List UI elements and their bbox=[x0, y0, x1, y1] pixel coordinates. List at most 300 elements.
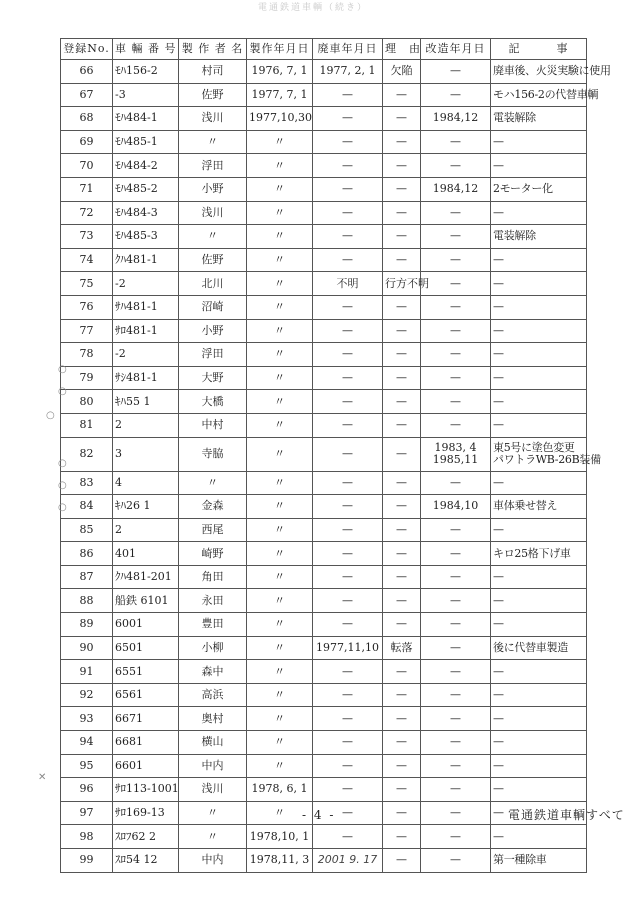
cell-reason: — bbox=[383, 248, 421, 272]
cell-note: — bbox=[491, 154, 587, 178]
cell-reason: 転落 bbox=[383, 636, 421, 660]
header-col-modified-date: 改造年月日 bbox=[421, 39, 491, 60]
cell-retired: — bbox=[313, 565, 383, 589]
header-col-reason: 理 由 bbox=[383, 39, 421, 60]
table-row bbox=[61, 343, 587, 367]
cell-car: ｻﾛ169-13 bbox=[113, 801, 179, 825]
cell-note: — bbox=[491, 778, 587, 802]
faint-header-text: 電通鉄道車輌（続き） bbox=[258, 3, 369, 13]
cell-reason: — bbox=[383, 707, 421, 731]
cell-maker: 浅川 bbox=[179, 107, 247, 131]
table-row bbox=[61, 154, 587, 178]
cell-maker: 高浜 bbox=[179, 683, 247, 707]
cell-line: 1985,11 bbox=[432, 453, 479, 466]
cell-no: 84 bbox=[61, 495, 113, 519]
cell-maker: 佐野 bbox=[179, 83, 247, 107]
table-row bbox=[61, 731, 587, 755]
cell-built: 〃 bbox=[247, 471, 313, 495]
cell-built: 1977,10,30 bbox=[247, 107, 313, 131]
header-col-no: 登録No. bbox=[61, 39, 113, 60]
cell-no: 79 bbox=[61, 366, 113, 390]
cell-retired: — bbox=[313, 778, 383, 802]
margin-circle-mark: ○ bbox=[58, 480, 67, 491]
cell-maker: 村司 bbox=[179, 60, 247, 84]
cell-modified: — bbox=[421, 589, 491, 613]
cell-note: — bbox=[491, 413, 587, 437]
table-row bbox=[61, 201, 587, 225]
cell-retired: — bbox=[313, 130, 383, 154]
cell-built: 〃 bbox=[247, 295, 313, 319]
cell-no: 92 bbox=[61, 683, 113, 707]
cell-modified: — bbox=[421, 343, 491, 367]
cell-modified: — bbox=[421, 295, 491, 319]
table-row bbox=[61, 660, 587, 684]
cell-car: 2 bbox=[113, 413, 179, 437]
cell-note: — bbox=[491, 754, 587, 778]
cell-car: 401 bbox=[113, 542, 179, 566]
table-row bbox=[61, 849, 587, 873]
cell-built: 〃 bbox=[247, 201, 313, 225]
table-row bbox=[61, 272, 587, 296]
cell-built: 〃 bbox=[247, 413, 313, 437]
cell-reason: — bbox=[383, 660, 421, 684]
cell-reason: — bbox=[383, 565, 421, 589]
cell-reason: 欠陥 bbox=[383, 60, 421, 84]
cell-note: 車体乗せ替え bbox=[491, 495, 587, 519]
table-row bbox=[61, 295, 587, 319]
cell-retired: — bbox=[313, 683, 383, 707]
cell-note: キロ25格下げ車 bbox=[491, 542, 587, 566]
cell-no: 71 bbox=[61, 177, 113, 201]
table-row bbox=[61, 825, 587, 849]
cell-reason: — bbox=[383, 177, 421, 201]
cell-retired: — bbox=[313, 825, 383, 849]
cell-car: ﾓﾊ484-3 bbox=[113, 201, 179, 225]
cell-note: モハ156-2の代替車輌 bbox=[491, 83, 587, 107]
cell-built: 〃 bbox=[247, 272, 313, 296]
cell-reason: 行方不明 bbox=[383, 272, 421, 296]
cell-modified: — bbox=[421, 154, 491, 178]
cell-note: — bbox=[491, 825, 587, 849]
cell-reason: — bbox=[383, 390, 421, 414]
cell-modified: — bbox=[421, 754, 491, 778]
cell-car: 6681 bbox=[113, 731, 179, 755]
cell-built: 〃 bbox=[247, 343, 313, 367]
cell-note: — bbox=[491, 201, 587, 225]
cell-car: 6601 bbox=[113, 754, 179, 778]
cell-note: — bbox=[491, 130, 587, 154]
cell-built: 〃 bbox=[247, 754, 313, 778]
cell-no: 99 bbox=[61, 849, 113, 873]
cell-note: — bbox=[491, 366, 587, 390]
cell-note: 廃車後、火災実験に使用 bbox=[491, 60, 587, 84]
cell-car: ｻﾛ481-1 bbox=[113, 319, 179, 343]
cell-line: パワトラWB-26B装備 bbox=[493, 453, 601, 466]
cell-note: 電装解除 bbox=[491, 225, 587, 249]
cell-retired: — bbox=[313, 413, 383, 437]
cell-line: 1983, 4 bbox=[434, 440, 477, 454]
cell-modified: — bbox=[421, 613, 491, 637]
cell-no: 67 bbox=[61, 83, 113, 107]
cell-retired: — bbox=[313, 660, 383, 684]
cell-modified: — bbox=[421, 565, 491, 589]
cell-reason: — bbox=[383, 295, 421, 319]
table-row bbox=[61, 636, 587, 660]
cell-note: 第一種除車 bbox=[491, 849, 587, 873]
cell-modified: — bbox=[421, 683, 491, 707]
margin-circle-mark: ○ bbox=[58, 502, 67, 513]
table-row bbox=[61, 778, 587, 802]
table-row bbox=[61, 683, 587, 707]
cell-reason: — bbox=[383, 319, 421, 343]
cell-modified: 1984,10 bbox=[421, 495, 491, 519]
cell-car: ﾓﾊ485-3 bbox=[113, 225, 179, 249]
cell-reason: — bbox=[383, 754, 421, 778]
cell-reason: — bbox=[383, 731, 421, 755]
cell-car: ﾓﾊ484-2 bbox=[113, 154, 179, 178]
cell-retired: — bbox=[313, 613, 383, 637]
cell-built: 〃 bbox=[247, 660, 313, 684]
cell-note: — bbox=[491, 248, 587, 272]
cell-modified: — bbox=[421, 413, 491, 437]
cell-line: 東5号に塗色変更 bbox=[493, 440, 575, 454]
cell-retired: — bbox=[313, 295, 383, 319]
cell-built: 〃 bbox=[247, 437, 313, 471]
cell-built: 〃 bbox=[247, 613, 313, 637]
cell-built: 〃 bbox=[247, 542, 313, 566]
cell-built: 〃 bbox=[247, 801, 313, 825]
cell-maker: 横山 bbox=[179, 731, 247, 755]
cell-car: 6671 bbox=[113, 707, 179, 731]
cell-no: 95 bbox=[61, 754, 113, 778]
cell-note: — bbox=[491, 343, 587, 367]
cell-car: -3 bbox=[113, 83, 179, 107]
cell-modified: — bbox=[421, 130, 491, 154]
cell-maker: 浮田 bbox=[179, 343, 247, 367]
cell-note: — bbox=[491, 471, 587, 495]
cell-car: 6501 bbox=[113, 636, 179, 660]
cell-no: 97 bbox=[61, 801, 113, 825]
cell-maker: 〃 bbox=[179, 801, 247, 825]
cell-car: 6551 bbox=[113, 660, 179, 684]
cell-reason: — bbox=[383, 613, 421, 637]
cell-retired: — bbox=[313, 319, 383, 343]
cell-retired: — bbox=[313, 437, 383, 471]
cell-reason: — bbox=[383, 413, 421, 437]
cell-reason: — bbox=[383, 778, 421, 802]
cell-reason: — bbox=[383, 130, 421, 154]
cell-modified: — bbox=[421, 60, 491, 84]
cell-maker: 浅川 bbox=[179, 201, 247, 225]
cell-retired: — bbox=[313, 707, 383, 731]
cell-modified: 1984,12 bbox=[421, 107, 491, 131]
cell-maker: 佐野 bbox=[179, 248, 247, 272]
cell-modified: — bbox=[421, 731, 491, 755]
cell-maker: 崎野 bbox=[179, 542, 247, 566]
cell-note: 2モーター化 bbox=[491, 177, 587, 201]
cell-retired: — bbox=[313, 177, 383, 201]
table-row bbox=[61, 319, 587, 343]
cell-built: 〃 bbox=[247, 225, 313, 249]
cell-built: 1978, 6, 1 bbox=[247, 778, 313, 802]
cell-maker: 金森 bbox=[179, 495, 247, 519]
cell-no: 93 bbox=[61, 707, 113, 731]
cell-no: 83 bbox=[61, 471, 113, 495]
table-body bbox=[61, 60, 611, 873]
cell-car: 3 bbox=[113, 437, 179, 471]
cell-maker: 沼崎 bbox=[179, 295, 247, 319]
margin-circle-mark: ○ bbox=[58, 364, 67, 375]
cell-no: 66 bbox=[61, 60, 113, 84]
cell-retired: — bbox=[313, 731, 383, 755]
cell-no: 98 bbox=[61, 825, 113, 849]
cell-built: 1976, 7, 1 bbox=[247, 60, 313, 84]
cell-reason: — bbox=[383, 683, 421, 707]
cell-built: 〃 bbox=[247, 319, 313, 343]
table-row bbox=[61, 413, 587, 437]
table-row bbox=[61, 613, 587, 637]
cell-no: 88 bbox=[61, 589, 113, 613]
cell-modified: — bbox=[421, 636, 491, 660]
cell-note: — bbox=[491, 589, 587, 613]
cell-no: 76 bbox=[61, 295, 113, 319]
cell-car: ｽﾛﾌ62 2 bbox=[113, 825, 179, 849]
cell-maker: 北川 bbox=[179, 272, 247, 296]
cell-reason: — bbox=[383, 201, 421, 225]
cell-retired: — bbox=[313, 471, 383, 495]
cell-maker: 永田 bbox=[179, 589, 247, 613]
cell-car: ｻﾛ113-1001 bbox=[113, 778, 179, 802]
cell-retired: — bbox=[313, 366, 383, 390]
cell-maker: 角田 bbox=[179, 565, 247, 589]
cell-car: 6561 bbox=[113, 683, 179, 707]
cell-retired: — bbox=[313, 83, 383, 107]
table-row bbox=[61, 248, 587, 272]
cell-retired: 1977, 2, 1 bbox=[313, 60, 383, 84]
cell-built: 1978,11, 3 bbox=[247, 849, 313, 873]
table-row bbox=[61, 437, 587, 471]
cell-built: 〃 bbox=[247, 154, 313, 178]
cell-car: 4 bbox=[113, 471, 179, 495]
cell-retired: — bbox=[313, 589, 383, 613]
cell-note: — bbox=[491, 295, 587, 319]
header-col-notes: 記 事 bbox=[491, 39, 587, 60]
cell-car: -2 bbox=[113, 272, 179, 296]
cell-no: 77 bbox=[61, 319, 113, 343]
header-col-retired-date: 廃車年月日 bbox=[313, 39, 383, 60]
table-row bbox=[61, 495, 587, 519]
cell-reason: — bbox=[383, 801, 421, 825]
cell-reason: — bbox=[383, 366, 421, 390]
margin-circle-mark: ○ bbox=[58, 458, 67, 469]
cell-reason: — bbox=[383, 437, 421, 471]
cell-maker: 浅川 bbox=[179, 778, 247, 802]
cell-reason: — bbox=[383, 225, 421, 249]
cell-note bbox=[491, 437, 601, 471]
cell-note: — bbox=[491, 707, 587, 731]
cell-reason: — bbox=[383, 154, 421, 178]
cell-note: — bbox=[491, 319, 587, 343]
table-header-row bbox=[61, 39, 587, 60]
cell-note: 後に代替車製造 bbox=[491, 636, 587, 660]
cell-modified: — bbox=[421, 366, 491, 390]
cell-built: 〃 bbox=[247, 495, 313, 519]
table-row bbox=[61, 589, 587, 613]
cell-note: — bbox=[491, 390, 587, 414]
cell-retired: — bbox=[313, 801, 383, 825]
cell-retired: — bbox=[313, 225, 383, 249]
cell-retired: — bbox=[313, 343, 383, 367]
cell-built: 〃 bbox=[247, 130, 313, 154]
page-number: - 4 - bbox=[302, 808, 336, 822]
cell-maker: 中内 bbox=[179, 754, 247, 778]
cell-modified: — bbox=[421, 660, 491, 684]
cell-retired: — bbox=[313, 201, 383, 225]
cell-reason: — bbox=[383, 825, 421, 849]
header-col-car-number: 車 輛 番 号 bbox=[113, 39, 179, 60]
cell-retired: — bbox=[313, 248, 383, 272]
cell-modified: — bbox=[421, 201, 491, 225]
cell-built: 〃 bbox=[247, 636, 313, 660]
cell-no: 69 bbox=[61, 130, 113, 154]
cell-note: — bbox=[491, 660, 587, 684]
cell-modified: — bbox=[421, 825, 491, 849]
cell-built: 〃 bbox=[247, 248, 313, 272]
cell-car: ｻｼ481-1 bbox=[113, 366, 179, 390]
cell-car: ｻﾊ481-1 bbox=[113, 295, 179, 319]
cell-built: 〃 bbox=[247, 589, 313, 613]
cell-modified: — bbox=[421, 707, 491, 731]
cell-note: — bbox=[491, 801, 587, 825]
cell-reason: — bbox=[383, 471, 421, 495]
cell-reason: — bbox=[383, 518, 421, 542]
cell-modified: 1984,12 bbox=[421, 177, 491, 201]
cell-retired: 不明 bbox=[313, 272, 383, 296]
cell-car: -2 bbox=[113, 343, 179, 367]
cell-reason: — bbox=[383, 107, 421, 131]
cell-modified: — bbox=[421, 83, 491, 107]
cell-built: 1978,10, 1 bbox=[247, 825, 313, 849]
cell-built: 〃 bbox=[247, 390, 313, 414]
table-row bbox=[61, 565, 587, 589]
cell-maker: 浮田 bbox=[179, 154, 247, 178]
table-row bbox=[61, 107, 587, 131]
cell-built: 〃 bbox=[247, 366, 313, 390]
cell-reason: — bbox=[383, 849, 421, 873]
cell-maker: 小野 bbox=[179, 319, 247, 343]
cell-no: 89 bbox=[61, 613, 113, 637]
cell-no: 72 bbox=[61, 201, 113, 225]
cell-retired: 2001 9. 17 bbox=[313, 849, 383, 873]
cell-maker: 小野 bbox=[179, 177, 247, 201]
cell-maker: 寺脇 bbox=[179, 437, 247, 471]
cell-modified: — bbox=[421, 390, 491, 414]
margin-circle-mark: ○ bbox=[46, 410, 55, 421]
cell-maker: 大野 bbox=[179, 366, 247, 390]
cell-no: 91 bbox=[61, 660, 113, 684]
cell-no: 68 bbox=[61, 107, 113, 131]
cell-no: 80 bbox=[61, 390, 113, 414]
cell-retired: — bbox=[313, 107, 383, 131]
table-row bbox=[61, 60, 587, 84]
cell-note: — bbox=[491, 683, 587, 707]
cell-retired: — bbox=[313, 542, 383, 566]
cell-retired: — bbox=[313, 754, 383, 778]
footer-title: 電通鉄道車輌すべて bbox=[508, 808, 625, 822]
cell-maker: 〃 bbox=[179, 471, 247, 495]
cell-note: — bbox=[491, 518, 587, 542]
cell-no: 73 bbox=[61, 225, 113, 249]
cell-no: 85 bbox=[61, 518, 113, 542]
cell-note: 電装解除 bbox=[491, 107, 587, 131]
cell-modified: — bbox=[421, 542, 491, 566]
cell-maker: 豊田 bbox=[179, 613, 247, 637]
table-row bbox=[61, 390, 587, 414]
cell-modified: — bbox=[421, 319, 491, 343]
cell-car: ｸﾊ481-201 bbox=[113, 565, 179, 589]
cell-maker: 小柳 bbox=[179, 636, 247, 660]
cell-note: — bbox=[491, 613, 587, 637]
table-row bbox=[61, 542, 587, 566]
cell-reason: — bbox=[383, 343, 421, 367]
table-row bbox=[61, 130, 587, 154]
cell-reason: — bbox=[383, 589, 421, 613]
cell-retired: — bbox=[313, 390, 383, 414]
cell-no: 75 bbox=[61, 272, 113, 296]
cell-modified: — bbox=[421, 471, 491, 495]
cell-built: 〃 bbox=[247, 707, 313, 731]
cell-no: 78 bbox=[61, 343, 113, 367]
cell-note: — bbox=[491, 272, 587, 296]
cell-no: 70 bbox=[61, 154, 113, 178]
cell-modified: — bbox=[421, 248, 491, 272]
cell-modified: — bbox=[421, 801, 491, 825]
cell-maker: 〃 bbox=[179, 130, 247, 154]
cell-car: ﾓﾊ484-1 bbox=[113, 107, 179, 131]
cell-built: 〃 bbox=[247, 518, 313, 542]
cell-no: 82 bbox=[61, 437, 113, 471]
cell-built: 1977, 7, 1 bbox=[247, 83, 313, 107]
cell-retired: — bbox=[313, 518, 383, 542]
cell-reason: — bbox=[383, 542, 421, 566]
cell-no: 81 bbox=[61, 413, 113, 437]
cell-no: 94 bbox=[61, 731, 113, 755]
cell-car: 2 bbox=[113, 518, 179, 542]
cell-retired: 1977,11,10 bbox=[313, 636, 383, 660]
header-col-built-date: 製作年月日 bbox=[247, 39, 313, 60]
cell-reason: — bbox=[383, 83, 421, 107]
cell-retired: — bbox=[313, 495, 383, 519]
cell-maker: 中村 bbox=[179, 413, 247, 437]
cell-modified: — bbox=[421, 518, 491, 542]
cell-maker: 〃 bbox=[179, 225, 247, 249]
cell-maker: 奥村 bbox=[179, 707, 247, 731]
cell-modified bbox=[421, 437, 491, 471]
cell-maker: 中内 bbox=[179, 849, 247, 873]
table-row bbox=[61, 225, 587, 249]
cell-car: ｷﾊ26 1 bbox=[113, 495, 179, 519]
header-col-maker: 製 作 者 名 bbox=[179, 39, 247, 60]
cell-no: 74 bbox=[61, 248, 113, 272]
cell-reason: — bbox=[383, 495, 421, 519]
cell-modified: — bbox=[421, 225, 491, 249]
cell-no: 96 bbox=[61, 778, 113, 802]
cell-car: ﾓﾊ156-2 bbox=[113, 60, 179, 84]
margin-cross-mark: ✕ bbox=[38, 772, 47, 783]
cell-maker: 西尾 bbox=[179, 518, 247, 542]
table-row bbox=[61, 471, 587, 495]
cell-modified: — bbox=[421, 849, 491, 873]
